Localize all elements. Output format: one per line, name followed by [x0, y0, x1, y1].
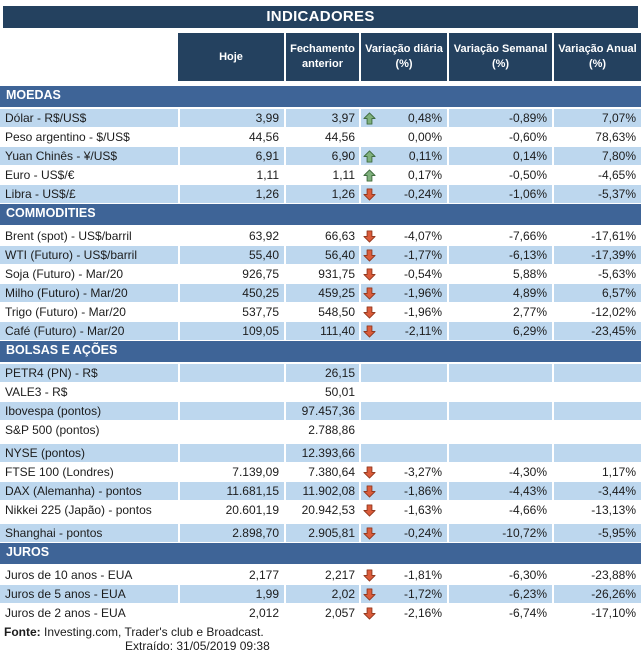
variacao-diaria-cell [359, 463, 447, 481]
hoje-value [178, 383, 284, 401]
variacao-diaria-value: -0,54% [403, 267, 442, 281]
row-label: Peso argentino - $/US$ [0, 128, 178, 146]
variacao-semanal-value: -0,60% [447, 128, 552, 146]
variacao-anual-value: 78,63% [552, 128, 641, 146]
hoje-value: 109,05 [178, 322, 284, 340]
trend-arrow-down-icon [363, 249, 378, 262]
row-label: Trigo (Futuro) - Mar/20 [0, 303, 178, 321]
variacao-anual-value: -23,88% [552, 566, 641, 584]
fechamento-anterior-value: 26,15 [284, 364, 359, 382]
row-label: PETR4 (PN) - R$ [0, 364, 178, 382]
variacao-diaria-cell [359, 604, 447, 622]
page-title: INDICADORES [3, 6, 638, 28]
fechamento-anterior-value: 12.393,66 [284, 444, 359, 462]
fechamento-anterior-value: 44,56 [284, 128, 359, 146]
source-label: Fonte: [4, 625, 41, 639]
row-label: Shanghai - pontos [0, 524, 178, 542]
variacao-anual-value: -17,39% [552, 246, 641, 264]
trend-arrow-down-icon [363, 466, 378, 479]
variacao-semanal-value: -0,89% [447, 109, 552, 127]
hoje-value: 2,012 [178, 604, 284, 622]
source-text: Investing.com, Trader's club e Broadcast. [40, 625, 264, 639]
extraction-timestamp: Extraído: 31/05/2019 09:38 [125, 639, 270, 652]
hoje-value: 1,11 [178, 166, 284, 184]
table-section [0, 341, 641, 542]
variacao-semanal-value: -6,74% [447, 604, 552, 622]
variacao-diaria-cell [359, 482, 447, 500]
hoje-value: 11.681,15 [178, 482, 284, 500]
col-header-variacao-semanal: Variação Semanal (%) [447, 33, 552, 81]
table-row [0, 109, 641, 127]
hoje-value: 44,56 [178, 128, 284, 146]
variacao-anual-value: -5,95% [552, 524, 641, 542]
variacao-semanal-value: -4,66% [447, 501, 552, 519]
row-label: Dólar - R$/US$ [0, 109, 178, 127]
variacao-diaria-cell [359, 246, 447, 264]
fechamento-anterior-value: 7.380,64 [284, 463, 359, 481]
trend-arrow-up-icon [363, 150, 378, 163]
col-header-variacao-anual: Variação Anual (%) [552, 33, 641, 81]
fechamento-anterior-value: 459,25 [284, 284, 359, 302]
hoje-value: 926,75 [178, 265, 284, 283]
row-label: Brent (spot) - US$/barril [0, 227, 178, 245]
variacao-anual-value [552, 421, 641, 439]
variacao-diaria-cell [359, 166, 447, 184]
table-row [0, 402, 641, 420]
hoje-value: 1,99 [178, 585, 284, 603]
table-row [0, 128, 641, 146]
variacao-anual-value: -26,26% [552, 585, 641, 603]
col-header-fechamento: Fechamento anterior [284, 33, 359, 81]
variacao-anual-value: 7,80% [552, 147, 641, 165]
hoje-value [178, 444, 284, 462]
section-header-commodities: COMMODITIES [0, 204, 641, 225]
row-label: Soja (Futuro) - Mar/20 [0, 265, 178, 283]
variacao-anual-value: -17,10% [552, 604, 641, 622]
variacao-semanal-value [447, 421, 552, 439]
table-row [0, 265, 641, 283]
variacao-anual-value: 1,17% [552, 463, 641, 481]
section-header-moedas: MOEDAS [0, 86, 641, 107]
variacao-semanal-value [447, 402, 552, 420]
table-body [0, 86, 641, 622]
table-row [0, 566, 641, 584]
variacao-diaria-value: 0,11% [408, 149, 442, 163]
variacao-diaria-value: -1,72% [403, 587, 442, 601]
fechamento-anterior-value: 931,75 [284, 265, 359, 283]
variacao-semanal-value: -4,43% [447, 482, 552, 500]
variacao-anual-value: 7,07% [552, 109, 641, 127]
fechamento-anterior-value: 2,217 [284, 566, 359, 584]
table-row [0, 463, 641, 481]
variacao-diaria-value: -1,96% [403, 305, 442, 319]
variacao-diaria-value: 0,48% [407, 111, 442, 125]
variacao-diaria-cell [359, 444, 447, 462]
variacao-diaria-cell [359, 364, 447, 382]
table-row [0, 246, 641, 264]
variacao-diaria-cell [359, 284, 447, 302]
table-row [0, 421, 641, 439]
variacao-semanal-value: -7,66% [447, 227, 552, 245]
variacao-diaria-value: -1,86% [403, 484, 442, 498]
fechamento-anterior-value: 2.788,86 [284, 421, 359, 439]
table-row [0, 444, 641, 462]
variacao-diaria-cell [359, 185, 447, 203]
variacao-anual-value: -4,65% [552, 166, 641, 184]
row-label: WTI (Futuro) - US$/barril [0, 246, 178, 264]
variacao-diaria-cell [359, 265, 447, 283]
variacao-diaria-value: -2,11% [404, 324, 442, 338]
hoje-value: 6,91 [178, 147, 284, 165]
trend-arrow-down-icon [363, 569, 378, 582]
header-corner-spacer [0, 33, 178, 81]
variacao-semanal-value: 0,14% [447, 147, 552, 165]
column-header-row [0, 33, 641, 81]
row-label: NYSE (pontos) [0, 444, 178, 462]
variacao-semanal-value: 5,88% [447, 265, 552, 283]
variacao-diaria-value: -2,16% [403, 606, 442, 620]
variacao-diaria-cell [359, 227, 447, 245]
variacao-semanal-value [447, 444, 552, 462]
hoje-value: 55,40 [178, 246, 284, 264]
hoje-value [178, 364, 284, 382]
variacao-anual-value: 6,57% [552, 284, 641, 302]
variacao-diaria-value: -0,24% [403, 187, 442, 201]
trend-arrow-up-icon [363, 112, 378, 125]
variacao-anual-value [552, 444, 641, 462]
variacao-semanal-value [447, 383, 552, 401]
fechamento-anterior-value: 1,26 [284, 185, 359, 203]
table-row [0, 364, 641, 382]
table-section [0, 204, 641, 340]
variacao-diaria-value: 0,17% [407, 168, 442, 182]
variacao-diaria-cell [359, 402, 447, 420]
fechamento-anterior-value: 1,11 [284, 166, 359, 184]
table-row [0, 604, 641, 622]
table-row [0, 166, 641, 184]
hoje-value: 7.139,09 [178, 463, 284, 481]
variacao-semanal-value: -6,23% [447, 585, 552, 603]
variacao-diaria-cell [359, 128, 447, 146]
row-label: Café (Futuro) - Mar/20 [0, 322, 178, 340]
fechamento-anterior-value: 56,40 [284, 246, 359, 264]
row-label: Juros de 2 anos - EUA [0, 604, 178, 622]
row-label: Juros de 5 anos - EUA [0, 585, 178, 603]
hoje-value [178, 421, 284, 439]
variacao-semanal-value: -6,13% [447, 246, 552, 264]
row-label: S&P 500 (pontos) [0, 421, 178, 439]
variacao-anual-value [552, 383, 641, 401]
trend-arrow-down-icon [363, 287, 378, 300]
variacao-anual-value: -3,44% [552, 482, 641, 500]
row-label: Milho (Futuro) - Mar/20 [0, 284, 178, 302]
variacao-semanal-value: 4,89% [447, 284, 552, 302]
variacao-diaria-cell [359, 109, 447, 127]
fechamento-anterior-value: 548,50 [284, 303, 359, 321]
hoje-value: 537,75 [178, 303, 284, 321]
variacao-diaria-cell [359, 147, 447, 165]
variacao-anual-value: -5,63% [552, 265, 641, 283]
variacao-semanal-value: 6,29% [447, 322, 552, 340]
variacao-semanal-value [447, 364, 552, 382]
variacao-anual-value: -12,02% [552, 303, 641, 321]
variacao-diaria-cell [359, 383, 447, 401]
fechamento-anterior-value: 66,63 [284, 227, 359, 245]
table-row [0, 185, 641, 203]
variacao-diaria-value: -0,24% [403, 526, 442, 540]
section-rows [0, 566, 641, 622]
variacao-semanal-value: -4,30% [447, 463, 552, 481]
section-rows [0, 109, 641, 203]
variacao-diaria-cell [359, 322, 447, 340]
table-row [0, 147, 641, 165]
row-label: DAX (Alemanha) - pontos [0, 482, 178, 500]
row-label: Juros de 10 anos - EUA [0, 566, 178, 584]
variacao-diaria-value: -3,27% [403, 465, 442, 479]
trend-arrow-down-icon [363, 504, 378, 517]
variacao-diaria-cell [359, 524, 447, 542]
trend-arrow-down-icon [363, 188, 378, 201]
row-label: Yuan Chinês - ¥/US$ [0, 147, 178, 165]
variacao-diaria-value: -1,96% [403, 286, 442, 300]
trend-arrow-up-icon [363, 169, 378, 182]
variacao-diaria-cell [359, 421, 447, 439]
trend-arrow-down-icon [363, 527, 378, 540]
variacao-diaria-cell [359, 585, 447, 603]
variacao-diaria-cell [359, 303, 447, 321]
variacao-semanal-value: -1,06% [447, 185, 552, 203]
hoje-value: 63,92 [178, 227, 284, 245]
hoje-value [178, 402, 284, 420]
section-rows [0, 227, 641, 340]
section-header-juros: JUROS [0, 543, 641, 564]
table-row [0, 482, 641, 500]
row-label: VALE3 - R$ [0, 383, 178, 401]
trend-arrow-down-icon [363, 306, 378, 319]
section-rows [0, 364, 641, 542]
variacao-anual-value: -13,13% [552, 501, 641, 519]
hoje-value: 1,26 [178, 185, 284, 203]
variacao-semanal-value: 2,77% [447, 303, 552, 321]
variacao-anual-value: -5,37% [552, 185, 641, 203]
trend-arrow-down-icon [363, 230, 378, 243]
variacao-anual-value [552, 402, 641, 420]
fechamento-anterior-value: 2,02 [284, 585, 359, 603]
section-header-bolsas-e-a-es: BOLSAS E AÇÕES [0, 341, 641, 362]
hoje-value: 2.898,70 [178, 524, 284, 542]
variacao-semanal-value: -10,72% [447, 524, 552, 542]
variacao-semanal-value: -6,30% [447, 566, 552, 584]
variacao-anual-value: -17,61% [552, 227, 641, 245]
row-label: Ibovespa (pontos) [0, 402, 178, 420]
trend-arrow-down-icon [363, 607, 378, 620]
variacao-anual-value [552, 364, 641, 382]
variacao-semanal-value: -0,50% [447, 166, 552, 184]
col-header-variacao-diaria: Variação diária (%) [359, 33, 447, 81]
table-row [0, 284, 641, 302]
table-row [0, 585, 641, 603]
variacao-anual-value: -23,45% [552, 322, 641, 340]
trend-arrow-down-icon [363, 268, 378, 281]
variacao-diaria-value: -4,07% [403, 229, 442, 243]
source-line [0, 625, 641, 639]
hoje-value: 2,177 [178, 566, 284, 584]
fechamento-anterior-value: 3,97 [284, 109, 359, 127]
fechamento-anterior-value: 111,40 [284, 322, 359, 340]
col-header-hoje: Hoje [178, 33, 284, 81]
trend-arrow-down-icon [363, 485, 378, 498]
table-row [0, 501, 641, 519]
variacao-diaria-value: -1,81% [403, 568, 442, 582]
variacao-diaria-value: 0,00% [407, 130, 442, 144]
table-row [0, 524, 641, 542]
fechamento-anterior-value: 11.902,08 [284, 482, 359, 500]
hoje-value: 20.601,19 [178, 501, 284, 519]
hoje-value: 3,99 [178, 109, 284, 127]
row-label: Euro - US$/€ [0, 166, 178, 184]
variacao-diaria-cell [359, 501, 447, 519]
variacao-diaria-value: -1,77% [403, 248, 442, 262]
fechamento-anterior-value: 97.457,36 [284, 402, 359, 420]
table-row [0, 322, 641, 340]
row-label: Libra - US$/£ [0, 185, 178, 203]
fechamento-anterior-value: 6,90 [284, 147, 359, 165]
table-row [0, 383, 641, 401]
hoje-value: 450,25 [178, 284, 284, 302]
trend-arrow-down-icon [363, 588, 378, 601]
table-section [0, 543, 641, 622]
table-row [0, 227, 641, 245]
trend-arrow-down-icon [363, 325, 378, 338]
fechamento-anterior-value: 2,057 [284, 604, 359, 622]
fechamento-anterior-value: 50,01 [284, 383, 359, 401]
fechamento-anterior-value: 20.942,53 [284, 501, 359, 519]
table-row [0, 303, 641, 321]
row-label: FTSE 100 (Londres) [0, 463, 178, 481]
row-label: Nikkei 225 (Japão) - pontos [0, 501, 178, 519]
variacao-diaria-cell [359, 566, 447, 584]
table-section [0, 86, 641, 203]
report-footer [0, 625, 641, 652]
variacao-diaria-value: -1,63% [403, 503, 442, 517]
fechamento-anterior-value: 2.905,81 [284, 524, 359, 542]
